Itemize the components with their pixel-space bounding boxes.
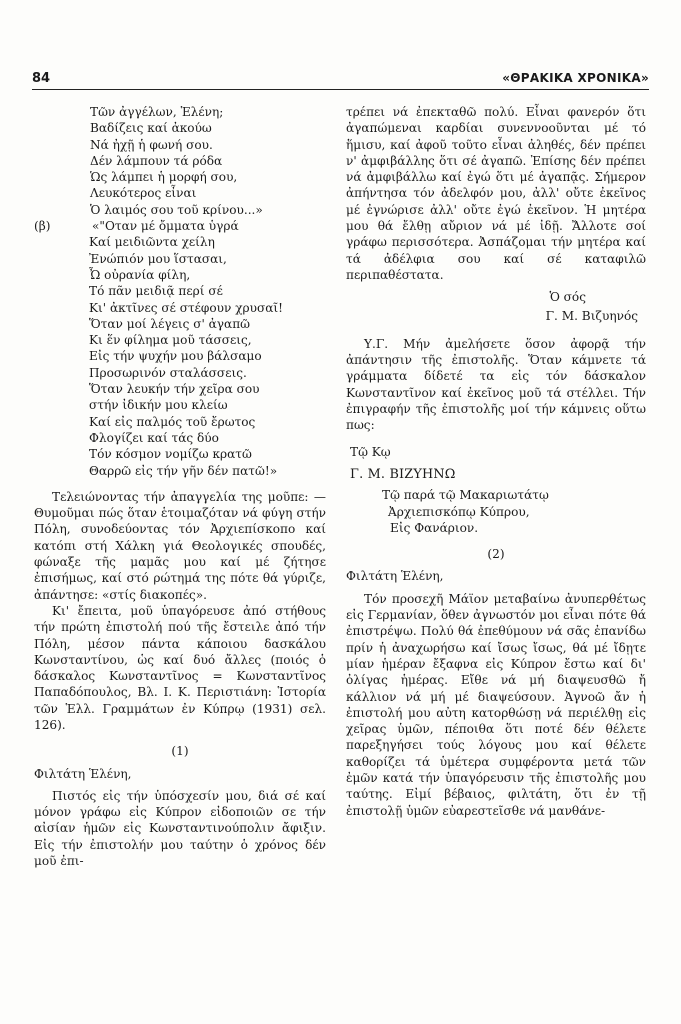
verse-line: Καί μειδιῶντα χείλη — [89, 235, 215, 250]
verse-line: Τόν κόσμον νομίζω κρατῶ — [89, 447, 252, 462]
salutation: Φιλτάτη Ἑλένη, — [34, 766, 132, 781]
verse-line: Ὅταν λευκήν τήν χεῖρα σου — [89, 382, 260, 397]
verse-line: Κι' ἀκτῖνες σέ στέφουν χρυσαῖ! — [89, 300, 284, 315]
verse-line: Ὡς λάμπει ἡ μορφή σου, — [90, 170, 238, 185]
paragraph: Τελειώνοντας τήν ἀπαγγελία της μοῦπε: — Θυμοῦμαι πώς ὅταν ἑτοιμαζόταν νά φύγη στήν Πόλη, συνοδεύοντας τόν Ἀρχιεπίσκοπο καί κατόπι στή Χάλκη γιά Θεολογικές σπουδές, φώναξε τῆς μαμᾶς μου καί μέ ζήτησε ἐπισήμως, καί στό ρώτημά της πότε θά γύριζε, ἀπάντησε: «στίς διακοπές». — [34, 489, 326, 602]
verse-line: στήν ἰδικήν μου κλείω — [89, 398, 228, 413]
left-column — [34, 104, 326, 869]
section-number: (2) — [487, 547, 505, 562]
postscript: Υ.Γ. Μήν ἀμελήσετε ὅσον ἀφορᾷ τήν ἀπάντησιν τῆς ἐπιστολῆς. Ὅταν κάμνετε τά γράμματα δίδετέ τα εἰς τόν δάσκαλον Κωνσταντῖνον καί ἐκεῖνος μοῦ τά στέλλει. Τήν ἐπιγραφήν τῆς ἐπιστολῆς μοί τήν κάμνεις οὕτω πως: — [346, 336, 646, 433]
verse-line: Προσωρινόν σταλάσσεις. — [89, 365, 247, 380]
salutation: Φιλτάτη Ἑλένη, — [346, 569, 444, 584]
verse-line: Κι ἕν φίλημα μοῦ τάσσεις, — [89, 333, 252, 348]
signature-closing: Ὁ σός — [549, 290, 586, 305]
verse-line: Φλογίζει καί τάς δύο — [89, 430, 219, 445]
verse-line: Λευκότερος εἶναι — [90, 186, 197, 201]
verse-line: Ἐνώπιόν μου ἵστασαι, — [89, 251, 227, 266]
right-column — [346, 104, 646, 819]
address-name — [346, 466, 646, 483]
page-number: 84 — [32, 71, 51, 86]
verse-line: Δέν λάμπουν τά ρόδα — [90, 153, 223, 168]
verse-line: Εἰς τήν ψυχήν μου βάλσαμο — [89, 349, 262, 364]
verse-line: Ὁ λαιμός σου τοῦ κρίνου...» — [90, 202, 263, 217]
signature — [346, 289, 646, 324]
address-line: Εἰς Φανάριον. — [390, 520, 479, 535]
verse-line: «"Οταν μέ ὄμματα ὑγρά — [92, 219, 239, 234]
address-line: Τῷ παρά τῷ Μακαριωτάτῳ — [382, 488, 549, 503]
verse-line: Ὅταν μοί λέγεις σ' ἀγαπῶ — [89, 316, 251, 331]
verse-line: Ὦ οὐρανία φίλη, — [89, 267, 191, 282]
verse-line: Θαρρῶ εἰς τήν γῆν δέν πατῶ!» — [89, 463, 278, 478]
paragraph: τρέπει νά ἐπεκταθῶ πολύ. Εἶναι φανερόν ὅτι ἀγαπώμεναι καρδίαι συνεννοοῦνται μέ τό ἥμισυ, καί ἀφοῦ τοῦτο εἶναι ἀληθές, δέν πρέπει ν' ἀμφιβάλλης ὅτι σέ ἀγαπῶ. Ἐπίσης δέν πρέπει νά ἀμφιβάλλω καί ἐγώ ὅτι μέ ἀγαπᾷς. Σήμερον ἀπήντησα τόν ἀδελφόν μου, ἀλλ' οὔτε ἐκεῖνος μέ ἐγνώρισε ἀλλ' οὔτε ἐγώ ἐκεῖνον. Ἡ μητέρα μου θά ἔλθῃ αὔριον νά μέ ἰδῇ. Ἄλλοτε σοί γράφω περισσότερα. Ἀσπάζομαι τήν μητέρα καί τά ἀδέλφια σου καί σέ καταφιλῶ περιπαθέστατα. — [346, 105, 646, 282]
address-line: Ἀρχιεπισκόπῳ Κύπρου, — [388, 504, 530, 519]
section-number: (1) — [171, 744, 189, 759]
running-title: «ΘΡΑΚΙΚΑ ΧΡΟΝΙΚΑ» — [502, 71, 649, 85]
header-rule — [32, 89, 649, 90]
verse-line: Βαδίζεις καί ἀκούω — [90, 121, 212, 136]
paragraph: Κι' ἔπειτα, μοῦ ὑπαγόρευσε ἀπό στήθους τήν πρώτη ἐπιστολή πού τῆς ἔστειλε ἀπό τήν Πόλη, μέσον πάντα κάποιου δασκάλου Κωνσταντίνου, ὡς καί δυό ἄλλες (ποιός ὁ δάσκαλος Κωνσταντῖνος = Κωνσταντῖνος Παπαδόπουλος, Βλ. Ι. Κ. Περιστιάνη: Ἱστορία τῶν Ἑλλ. Γραμμάτων ἐν Κύπρῳ (1931) σελ. 126). — [34, 603, 326, 732]
verse-line: Καί εἰς παλμός τοῦ ἔρωτος — [89, 414, 256, 429]
verse-line: Τῶν ἀγγέλων, Ἑλένη; — [90, 105, 224, 119]
address-name-text: Γ. Μ. ΒΙΖΥΗΝΩ — [350, 466, 456, 482]
verse-line: Νά ἠχῇ ἡ φωνή σου. — [90, 137, 213, 152]
verse-b — [34, 218, 326, 479]
verse-a — [34, 104, 326, 218]
signature-name: Γ. Μ. Βιζυηνός — [545, 308, 638, 323]
verse-line: Τό πᾶν μειδιᾷ περί σέ — [89, 284, 223, 299]
paragraph: Πιστός εἰς τήν ὑπόσχεσίν μου, διά σέ καί μόνον γράφω εἰς Κύπρον εἰδοποιῶν σε τήν αἰσίαν ἡμῶν εἰς Κωνσταντινούπολιν ἄφιξιν. Εἰς τήν ἐπιστολήν μου ταύτην ὁ χρόνος δέν μοῦ ἐπι- — [34, 788, 326, 869]
verse-b-marker: (β) — [34, 219, 51, 234]
address-line: Τῷ Κῳ — [350, 444, 391, 459]
paragraph: Τόν προσεχῆ Μάϊον μεταβαίνω ἀνυπερθέτως εἰς Γερμανίαν, ὅθεν ἀγνωστόν μοι εἶναι πότε θά ἐπιστρέψω. Πολύ θά ἐπεθύμουν νά σᾶς ἐπανίδω πρίν ἡ ἀναχωρήσω καί ἴσως ἴσως, θά μέ ἴδῃτε μίαν ἡμέραν ἔξαφνα εἰς Κύπρον ἔστω καί δι' ὀλίγας ἡμέρας. Εἴθε νά μή διαψευσθῶ ἤ κάλλιον νά μή μέ διαψεύσουν. Ἀγνοῶ ἄν ἡ ἐπιστολή μου αὐτη κατορθώσῃ νά περιέλθῃ εἰς χεῖρας ὑμῶν, πέποιθα ὅτι ποτέ δέν θέλετε παρεξηγήσει τούς λόγους μου καί θέλετε καθορίζει τά ὑμέτερα συμφέροντα μετά τῶν ἐμῶν κατά τήν ὑπαγόρευσιν τῆς ἐπιστολῆς μου ταύτης. Εἰμί βέβαιος, φιλτάτη, ὅτι ἐν τῇ ἐπιστολῇ ὑμῶν εὐαρεστεῖσθε νά μανθάνε- — [346, 591, 646, 818]
